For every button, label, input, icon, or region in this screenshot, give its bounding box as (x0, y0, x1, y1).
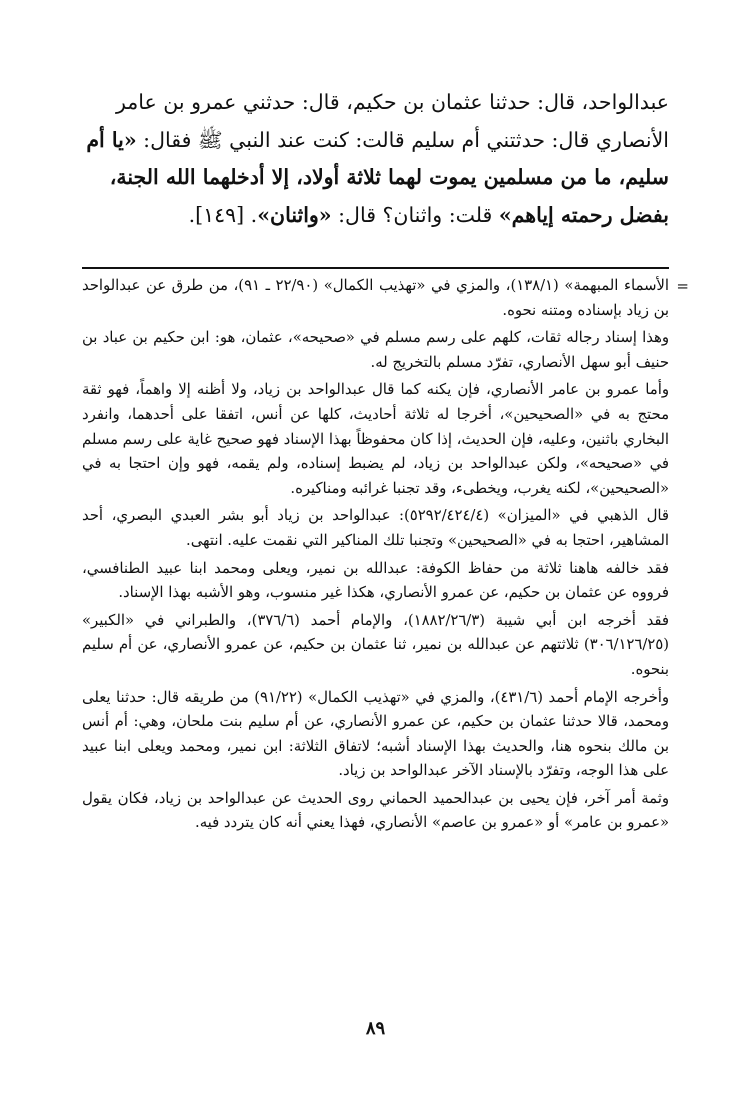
answer-text: «واثنان» (257, 202, 332, 227)
main-text (82, 84, 669, 234)
footnote-paragraph: الأسماء المبهمة» (١٣٨/١)، والمزي في «تهذيب الكمال» (٢٢/٩٠ ـ ٩١)، من طرق عن عبدالواحد بن زياد بإسناده ومتنه نحوه. (82, 277, 669, 319)
page-number: ٨٩ (365, 1018, 386, 1039)
footnote-paragraph: قال الذهبي في «الميزان» (٥٢٩٢/٤٢٤/٤): عبدالواحد بن زياد أبو بشر العبدي البصري، أحد المشاهير، احتجا به في «الصحيحين» وتجنبا تلك المناكير التي نقمت عليه. انتهى. (82, 507, 669, 549)
footnote-paragraph: فقد خالفه هاهنا ثلاثة من حفاظ الكوفة: عبدالله بن نمير، ويعلى ومحمد ابنا عبيد الطنافسي، فرووه عن عثمان بن حكيم، عن عمرو الأنصاري، هكذا غير منسوب، وهو الأشبه بهذا الإسناد. (82, 559, 669, 602)
footnote-paragraph: فقد أخرجه ابن أبي شيبة (١٨٨٢/٢٦/٣)، والإمام أحمد (٣٧٦/٦)، والطبراني في «الكبير» (٣٠٦/١٢٦/٢٥) ثلاثتهم عن عبدالله بن نمير، ثنا عثمان بن حكيم، عن عمرو الأنصاري، عن أم سليم بنحوه. (82, 611, 669, 678)
footnote-paragraph: وأما عمرو بن عامر الأنصاري، فإن يكنه كما قال عبدالواحد بن زياد، ولا أظنه إلا واهماً، فهو ثقة محتج به في «الصحيحين»، أخرجا له ثلاثة أحاديث، كلها عن أنس، اتفقا على أحدهما، وانفرد البخاري باثنين، وعليه، فإن الحديث، إذا كان محفوظاً بهذا الإسناد فهو صحيح غاية على رسم مسلم في «صحيحه»، ولكن عبدالواحد بن زياد، لم يضبط إسناده، ولم يقمه، فهو وإن احتجا به في «الصحيحين»، لكنه يغرب، ويخطىء، وقد تجنبا غرائبه ومناكيره. (82, 381, 669, 497)
question-text: قلت: واثنان؟ قال: (331, 202, 499, 227)
hadith-text: سليم، ما من مسلمين يموت لهما ثلاثة أولاد، إلا أدخلهما الله الجنة، (109, 165, 669, 189)
footnote-paragraph: وهذا إسناد رجاله ثقات، كلهم على رسم مسلم في «صحيحه»، عثمان، هو: ابن حكيم بن عباد بن حنيف أبو سهل الأنصاري، تفرّد مسلم بالتخريج له. (82, 329, 669, 371)
main-line-1 (82, 84, 669, 122)
hadith-end: بفضل رحمته إياهم» (498, 202, 669, 227)
footnotes (82, 274, 689, 839)
hadith-start: «يا أم (86, 127, 137, 152)
hadith-number: . [١٤٩]. (188, 202, 258, 227)
main-line-4 (82, 197, 669, 235)
main-line-1-text: عبدالواحد، قال: حدثنا عثمان بن حكيم، قال: حدثني عمرو بن عامر (116, 90, 669, 114)
main-line-3 (82, 159, 669, 197)
main-line-2 (82, 122, 669, 160)
continuation-mark: = (676, 277, 689, 295)
footnote-divider (82, 267, 669, 269)
footnote-paragraph: وثمة أمر آخر، فإن يحيى بن عبدالحميد الحماني روى الحديث عن عبدالواحد بن زياد، فكان يقول «عمرو بن عامر» أو «عمرو بن عاصم» الأنصاري، فهذا يعني أنه كان يتردد فيه. (82, 789, 669, 832)
main-line-2-text: الأنصاري قال: حدثتني أم سليم قالت: كنت عند النبي ﷺ فقال: (136, 127, 669, 152)
footnote-paragraph: وأخرجه الإمام أحمد (٤٣١/٦)، والمزي في «تهذيب الكمال» (٩١/٢٢) من طريقه قال: حدثنا يعلى ومحمد، قالا حدثنا عثمان بن حكيم، عن عمرو الأنصاري، عن أم سليم بنت ملحان، وهي: أم أنس بن مالك بنحوه هنا، والحديث بهذا الإسناد أشبه؛ لاتفاق الثلاثة: ابن نمير، ومحمد ويعلى ابنا عبيد على هذا الوجه، وتفرّد بالإسناد الآخر عبدالواحد بن زياد. (82, 688, 669, 780)
